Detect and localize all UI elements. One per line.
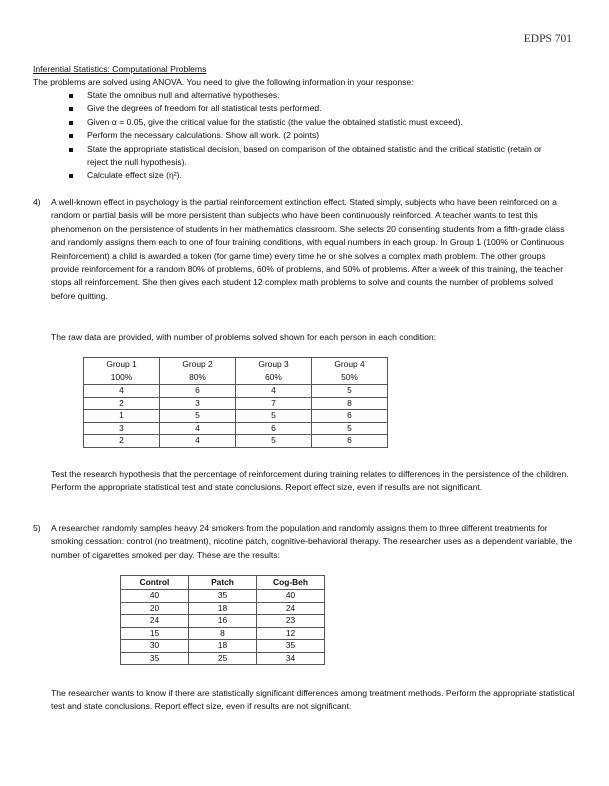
section-title: Inferential Statistics: Computational Problems bbox=[33, 64, 207, 74]
table-cell: 40 bbox=[121, 590, 189, 603]
question-5-data-table bbox=[120, 575, 325, 665]
table-cell: 24 bbox=[257, 602, 325, 615]
table-cell: 40 bbox=[257, 590, 325, 603]
table-cell: 6 bbox=[312, 435, 388, 448]
table-cell: 25 bbox=[189, 652, 257, 665]
list-item: Given α = 0.05, give the critical value for the statistic (the value the obtained statistic must exceed). bbox=[68, 116, 558, 129]
table-cell: 1 bbox=[84, 410, 160, 423]
table-row bbox=[84, 397, 388, 410]
table-cell: 4 bbox=[84, 385, 160, 398]
table-cell: 4 bbox=[236, 385, 312, 398]
table-cell: 2 bbox=[84, 435, 160, 448]
table-row bbox=[121, 652, 325, 665]
table-cell: 5 bbox=[312, 422, 388, 435]
question-4-text: A well-known effect in psychology is the partial reinforcement extinction effect. Stated simply, subjects who have been reinforced on a random or partial basis will be more persistent than subjects who have been continuously reinforced. A teacher wants to test this phenomenon on the persistence of students in her mathematics classroom. She selects 20 consenting students from a fifth-grade class and randomly assigns them each to one of four training conditions, with equal numbers in each group. In Group 1 (100% or Continuous Reinforcement) a child is awarded a token (for game time) every time he or she solves a complex math problem. The other groups provide reinforcement for a random 80% of problems, 60% of problems, and 50% of problems. After a week of this training, the teacher stops all reinforcement. She then gives each student 12 complex math problems to solve and counts the number of problems solved before quitting. bbox=[51, 197, 565, 301]
table-cell: 6 bbox=[312, 410, 388, 423]
table-header-cell: 100% bbox=[84, 371, 160, 385]
table-header-cell: Group 4 bbox=[312, 358, 388, 372]
table-cell: 3 bbox=[84, 422, 160, 435]
table-cell: 23 bbox=[257, 615, 325, 628]
table-row bbox=[121, 602, 325, 615]
table-header-cell: Cog-Beh bbox=[257, 576, 325, 590]
table-row bbox=[84, 422, 388, 435]
list-item: Give the degrees of freedom for all statistical tests performed. bbox=[68, 102, 558, 115]
list-item: State the appropriate statistical decision, based on comparison of the obtained statistic and the critical statistic (retain or reject the null hypothesis). bbox=[68, 143, 558, 170]
table-cell: 6 bbox=[160, 385, 236, 398]
table-cell: 5 bbox=[312, 385, 388, 398]
table-cell: 6 bbox=[236, 422, 312, 435]
question-5-task: The researcher wants to know if there are statistically significant differences among treatment methods. Perform the appropriate statistical test and state conclusions. Report effect size, even if results are not significant. bbox=[51, 688, 575, 712]
table-cell: 16 bbox=[189, 615, 257, 628]
table-cell: 30 bbox=[121, 640, 189, 653]
list-item: State the omnibus null and alternative hypotheses. bbox=[68, 89, 558, 102]
table-cell: 34 bbox=[257, 652, 325, 665]
table-cell: 3 bbox=[160, 397, 236, 410]
table-row bbox=[121, 640, 325, 653]
table-cell: 35 bbox=[189, 590, 257, 603]
table-row bbox=[84, 385, 388, 398]
course-code: EDPS 701 bbox=[523, 33, 572, 45]
table-cell: 15 bbox=[121, 627, 189, 640]
table-cell: 12 bbox=[257, 627, 325, 640]
question-4-lead: The raw data are provided, with number of problems solved shown for each person in each condition: bbox=[51, 332, 437, 342]
table-header-row bbox=[84, 358, 388, 372]
table-header-cell: Group 1 bbox=[84, 358, 160, 372]
question-4-task: Test the research hypothesis that the percentage of reinforcement during training relates to differences in the persistence of the children. Perform the appropriate statistical test and state conclusions. Report effect size, even if results are not significant. bbox=[51, 469, 569, 493]
table-header-cell: 80% bbox=[160, 371, 236, 385]
table-cell: 5 bbox=[236, 410, 312, 423]
table-row bbox=[121, 627, 325, 640]
table-header-cell: 60% bbox=[236, 371, 312, 385]
table-header-cell: Patch bbox=[189, 576, 257, 590]
table-cell: 8 bbox=[312, 397, 388, 410]
table-cell: 5 bbox=[160, 410, 236, 423]
table-cell: 35 bbox=[121, 652, 189, 665]
list-item: Perform the necessary calculations. Show all work. (2 points) bbox=[68, 129, 558, 142]
table-header-row bbox=[121, 576, 325, 590]
table-cell: 4 bbox=[160, 435, 236, 448]
question-5-text: A researcher randomly samples heavy 24 smokers from the population and randomly assigns them to three different treatments for smoking cessation: control (no treatment), nicotine patch, cognitive-behavioral therapy. The researcher uses as a dependent variable, the number of cigarettes smoked per day. These are the results: bbox=[51, 523, 573, 560]
table-header-cell: Group 2 bbox=[160, 358, 236, 372]
question-4-number: 4) bbox=[33, 197, 41, 207]
table-cell: 35 bbox=[257, 640, 325, 653]
table-cell: 18 bbox=[189, 602, 257, 615]
question-4-data-table bbox=[83, 357, 388, 448]
question-5-number: 5) bbox=[33, 523, 41, 533]
table-header-row bbox=[84, 371, 388, 385]
table-row bbox=[84, 410, 388, 423]
table-cell: 18 bbox=[189, 640, 257, 653]
instructions-intro: The problems are solved using ANOVA. You need to give the following information in your response: bbox=[33, 77, 414, 87]
table-cell: 4 bbox=[160, 422, 236, 435]
table-header-cell: Control bbox=[121, 576, 189, 590]
list-item: Calculate effect size (η²). bbox=[68, 169, 558, 182]
table-row bbox=[121, 615, 325, 628]
table-row bbox=[84, 435, 388, 448]
table-cell: 8 bbox=[189, 627, 257, 640]
table-cell: 20 bbox=[121, 602, 189, 615]
table-cell: 24 bbox=[121, 615, 189, 628]
requirements-list bbox=[68, 89, 558, 183]
table-cell: 2 bbox=[84, 397, 160, 410]
table-header-cell: 50% bbox=[312, 371, 388, 385]
table-cell: 7 bbox=[236, 397, 312, 410]
table-header-cell: Group 3 bbox=[236, 358, 312, 372]
table-cell: 5 bbox=[236, 435, 312, 448]
table-row bbox=[121, 590, 325, 603]
